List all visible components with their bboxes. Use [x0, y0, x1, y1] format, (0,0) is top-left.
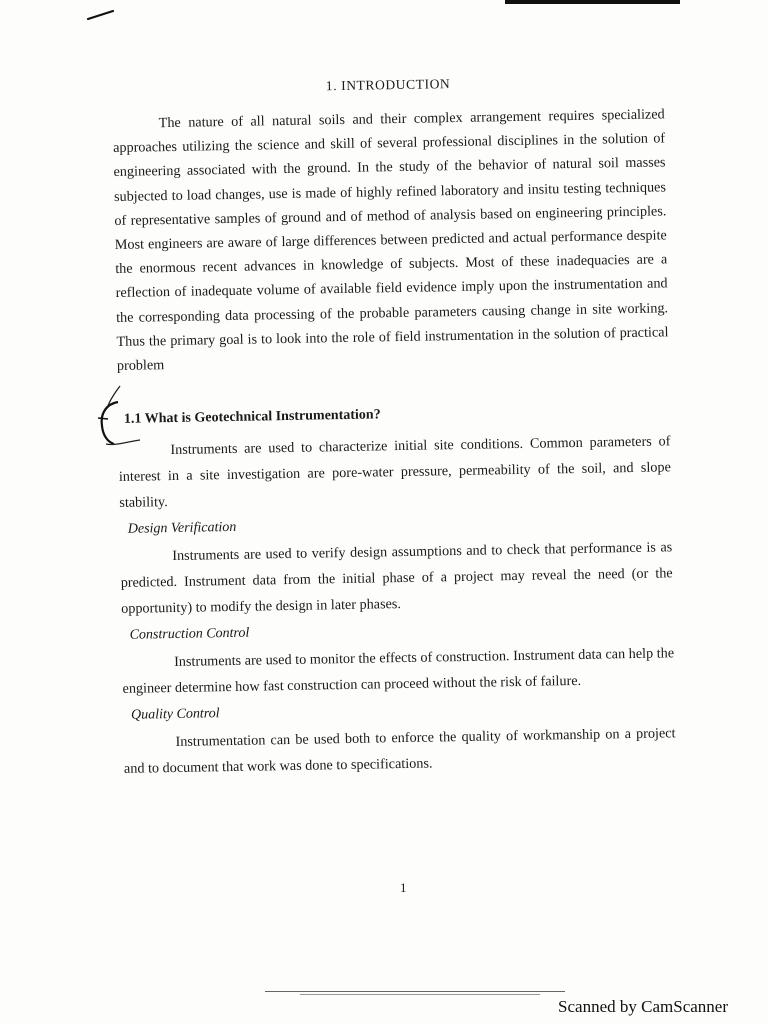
subsection-heading-quality: Quality Control	[130, 706, 220, 723]
subsection-heading-design: Design Verification	[127, 520, 237, 538]
subsection-text-quality: Instrumentation can be used both to enforce the quality of workmanship on a project and to document that work was done to specifications.	[123, 725, 676, 778]
pen-stroke-mark	[86, 8, 116, 22]
document-body	[112, 72, 676, 788]
subsection-heading-construction: Construction Control	[129, 625, 250, 644]
section-heading: 1.1 What is Geotechnical Instrumentation?	[123, 407, 381, 428]
document-title: 1. INTRODUCTION	[325, 76, 451, 94]
camscanner-watermark: Scanned by CamScanner	[558, 997, 728, 1016]
intro-paragraph: The nature of all natural soils and their complex arrangement requires specialized approaches utilizing the science and skill of several professional disciplines in the solution of engineering associated with the ground. In the study of the behavior of natural soil masses subjected to load changes, use is made of highly refined laboratory and insitu testing techniques of representative samples of ground and of method of analysis based on engineering principles. Most engineers are aware of large differences between predicted and actual performance despite the enormous recent advances in knowledge of subjects. Most of these inadequacies are a reflection of inadequate volume of available field evidence imply upon the instrumentation and the corresponding data processing of the probable parameters causing change in site working. Thus the primary goal is to look into the role of field instrumentation in the solution of practical problem	[113, 106, 669, 374]
page-number: 1	[400, 880, 407, 895]
subsection-text-construction: Instruments are used to monitor the effects of construction. Instrument data can help the engineer determine how fast construction can proceed without the risk of failure.	[122, 645, 675, 698]
scan-edge-bar	[505, 0, 680, 4]
section-paragraph: Instruments are used to characterize initial site conditions. Common parameters of interest in a site investigation are pore-water pressure, permeability of the soil, and slope stability.	[118, 433, 671, 512]
footer-rule	[265, 991, 565, 992]
subsection-text-design: Instruments are used to verify design assumptions and to check that performance is as predicted. Instrument data from the initial phase of a project may reveal the need (or the opportunity) to modify the design in later phases.	[120, 539, 673, 618]
footer-rule-secondary	[300, 994, 540, 995]
